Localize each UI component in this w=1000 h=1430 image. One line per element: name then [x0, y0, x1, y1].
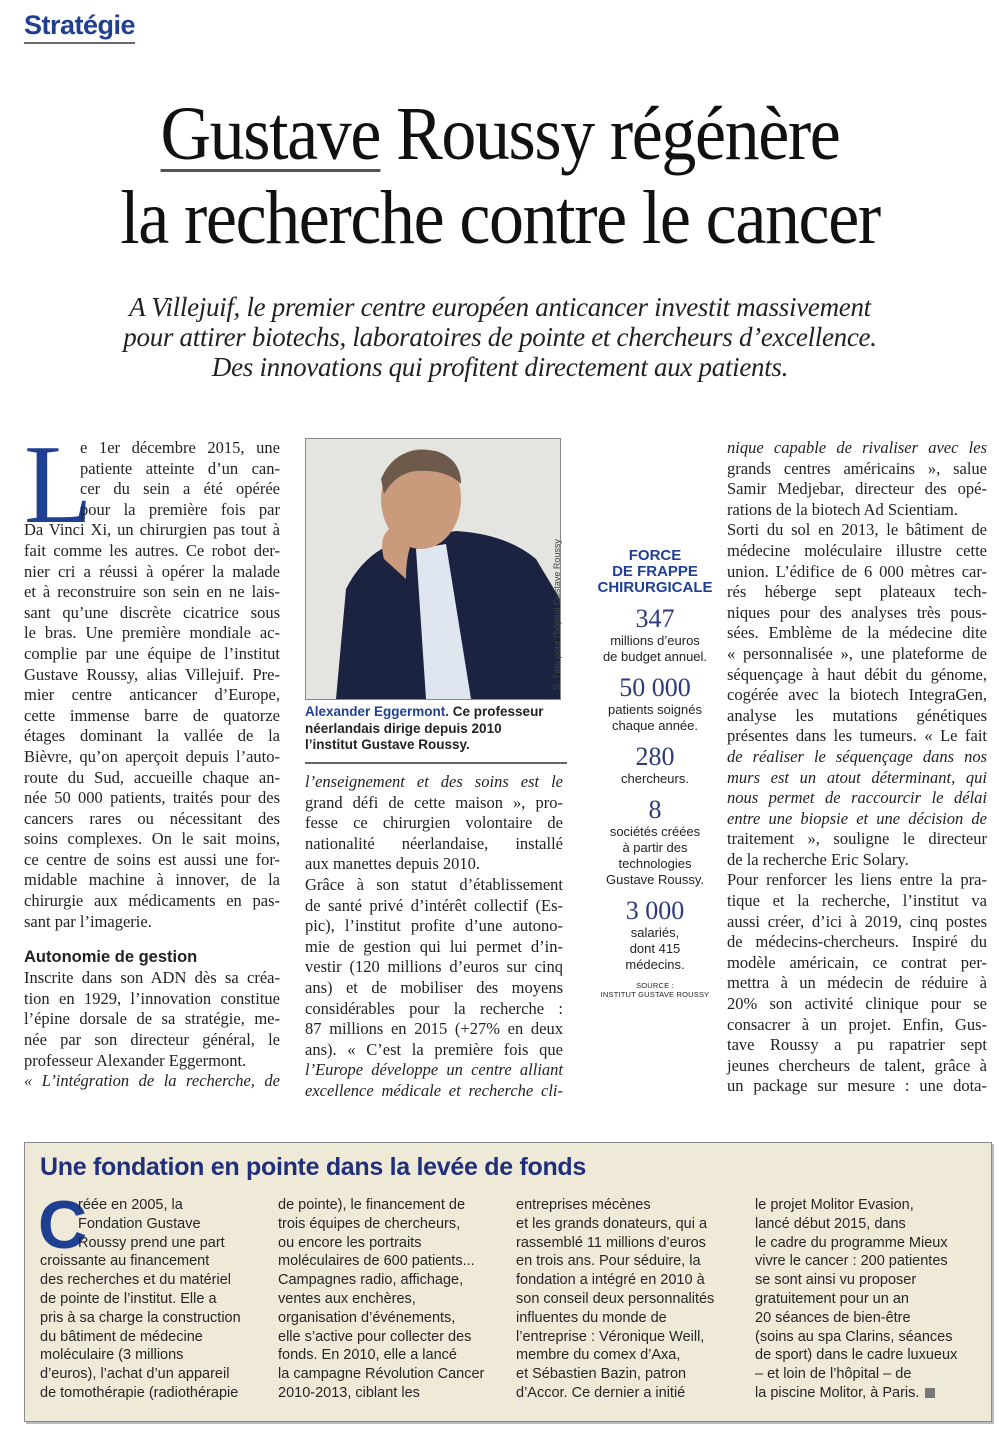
- key-figure: [585, 796, 725, 888]
- text-line: fondation a intégré en 2010 à: [516, 1272, 705, 1289]
- text-line: « L’intégration de la recherche, de: [24, 1071, 280, 1091]
- key-figure-text: à partir des: [622, 840, 688, 855]
- text-line: le bras. Une première mondiale ac-: [24, 623, 280, 643]
- text-line: cer du sein a été opérée: [80, 479, 280, 499]
- text-line: le cadre du programme Mieux: [755, 1234, 948, 1251]
- text-line: ou encore les portraits: [278, 1234, 422, 1251]
- text-line: aux manettes depuis 2010.: [305, 854, 481, 874]
- text-line: modèle américain, ce contrat per-: [727, 952, 987, 972]
- text-line: et Sébastien Bazin, patron: [516, 1366, 687, 1383]
- key-figure-text: millions d’euros: [610, 633, 700, 648]
- text-line: grands centres américains », salue: [727, 458, 987, 478]
- text-line: traitement », souligne le directeur: [727, 829, 987, 849]
- key-figure-number: 3 000: [625, 896, 685, 925]
- text-line: aussi créer, d’ici à 2019, cinq postes: [727, 911, 987, 931]
- box-column-4: [755, 1196, 957, 1403]
- text-line: des recherches et du matériel: [40, 1272, 232, 1289]
- text-line: cette immense barre de quatorze: [24, 705, 280, 725]
- text-line: cogérée avec la biotech IntegraGen,: [727, 685, 987, 705]
- text-line: midable machine à innover, de la: [24, 870, 280, 890]
- text-line: Samir Medjebar, directeur des opé-: [727, 479, 987, 499]
- text-line: excellence médicale et recherche cli-: [305, 1080, 563, 1100]
- text-line: séquençage à haut débit du génome,: [727, 664, 987, 684]
- text-line: l’enseignement et des soins est le: [305, 772, 563, 791]
- sidebar-title-line: DE FRAPPE: [612, 563, 698, 580]
- sidebar-title-line: FORCE: [628, 547, 682, 564]
- text-line: de tomothérapie (radiothérapie: [40, 1384, 239, 1401]
- text-line: mettra à un médecin de réduire à: [727, 973, 987, 993]
- caption-name: Alexander Eggermont.: [305, 704, 450, 719]
- text-line: rés héberge sept plateaux tech-: [727, 582, 987, 602]
- portrait-illustration: [306, 439, 560, 699]
- text-line: née 50 000 patients, traités pour des: [24, 788, 280, 808]
- headline-line-1: [40, 92, 960, 176]
- text-line: réée en 2005, la: [78, 1197, 183, 1213]
- text-line: médecine moléculaire illustre cette: [727, 540, 987, 560]
- text-line: Roussy prend une part: [78, 1234, 225, 1251]
- text-line: membre du comex d’Axa,: [516, 1347, 681, 1364]
- text-line: en trois ans. Pour séduire, la: [516, 1253, 701, 1270]
- text-line: cancers rares ou nécessitant des: [24, 808, 280, 828]
- text-line: de pointe), le financement de: [278, 1197, 466, 1213]
- key-figure: [585, 897, 725, 973]
- text-line: jeunes chercheurs de talent, grâce à: [727, 1055, 987, 1075]
- text-line: tique et la recherche, l’institut va: [727, 891, 987, 911]
- text-line: niques pour des analyses très pous-: [727, 602, 987, 622]
- photo-caption: [305, 704, 575, 754]
- key-figure-text: chercheurs.: [621, 771, 689, 786]
- sidebar-title: [585, 548, 725, 596]
- headline: [40, 92, 960, 260]
- text-line: Da Vinci Xi, un chirurgien pas tout à: [24, 520, 280, 540]
- key-figure-number: 8: [648, 795, 662, 824]
- text-line: rassemblé 11 millions d’euros: [516, 1234, 706, 1251]
- text-line: ce centre de soins est aussi une for-: [24, 849, 280, 869]
- text-line: elle s’active pour collecter des: [278, 1328, 472, 1345]
- text-line: mier centre anticancer d’Europe,: [24, 685, 280, 705]
- key-figure-text: salariés,: [630, 925, 680, 940]
- text-line: lancé début 2015, dans: [755, 1215, 906, 1232]
- caption-text: néerlandais dirige depuis 2010: [305, 720, 502, 736]
- text-line: l’entreprise : Véronique Weill,: [516, 1328, 705, 1345]
- text-line: tion en 1929, l’innovation constitue: [24, 988, 280, 1008]
- text-line: influentes du monde de: [516, 1309, 667, 1326]
- body-column-3: [727, 438, 987, 1097]
- text-line: de santé privé d’intérêt collectif (Es-: [305, 895, 563, 915]
- text-line: de la recherche Eric Solary.: [727, 849, 909, 869]
- text-line: Pour renforcer les liens entre la pra-: [727, 870, 987, 890]
- text-line: complie par une équipe de l’institut: [24, 643, 280, 663]
- text-line: et les grands donateurs, qui a: [516, 1215, 708, 1232]
- box-column-2: [278, 1196, 484, 1403]
- text-line: soins complexes. On le sait moins,: [24, 829, 280, 849]
- end-of-article-mark: [925, 1388, 935, 1398]
- text-line: d’euros), l’achat d’un appareil: [40, 1366, 230, 1383]
- text-line: nier cri a réussi à opérer la malade: [24, 561, 280, 581]
- text-line: trois équipes de chercheurs,: [278, 1215, 461, 1232]
- key-figure-text: patients soignés: [608, 702, 702, 717]
- text-line: moléculaire (3 millions: [40, 1347, 184, 1364]
- text-line: patiente atteinte d’un can-: [80, 458, 280, 478]
- key-figure: [585, 605, 725, 665]
- text-line: analyse les mutations génétiques: [727, 705, 987, 725]
- caption-text: Ce professeur: [449, 704, 544, 719]
- standfirst-line: A Villejuif, le premier centre européen anticancer investit massivement: [129, 292, 871, 322]
- text-line: la piscine Molitor, à Paris.: [755, 1384, 920, 1401]
- text-line: Inscrite dans son ADN dès sa créa-: [24, 968, 280, 988]
- headline-line-1-rest: Roussy régénère: [396, 92, 840, 176]
- text-line: croissante au financement: [40, 1253, 210, 1270]
- body-column-2: [305, 772, 563, 1102]
- text-line: mie de gestion qui lui permet d’in-: [305, 936, 563, 956]
- text-line: grand défi de cette maison », pro-: [305, 792, 563, 812]
- text-line: – et loin de l’hôpital – de: [755, 1366, 912, 1383]
- headline-line-2: la recherche contre le cancer: [120, 176, 880, 260]
- text-line: Gustave Roussy, alias Villejuif. Pre-: [24, 664, 280, 684]
- text-line: fonds. En 2010, elle a lancé: [278, 1347, 457, 1364]
- text-line: moléculaires de 600 patients...: [278, 1253, 475, 1270]
- standfirst-line: Des innovations qui profitent directement aux patients.: [211, 352, 789, 382]
- key-figure-number: 50 000: [619, 673, 691, 702]
- key-figure-text: médecins.: [625, 957, 685, 972]
- text-line: 20 séances de bien-être: [755, 1309, 911, 1326]
- text-line: pris à sa charge la construction: [40, 1309, 241, 1326]
- text-line: Fondation Gustave: [78, 1215, 201, 1232]
- text-line: de médecins-chercheurs. Inspiré du: [727, 932, 987, 952]
- text-line: l’Europe développe un centre alliant: [305, 1060, 563, 1080]
- text-line: pic), l’institut profite d’une autono-: [305, 916, 563, 936]
- text-line: et à reconstruire son sein en ne lais-: [24, 582, 280, 602]
- box-column-1: [38, 1187, 241, 1403]
- text-line: (soins au spa Clarins, séances: [755, 1328, 953, 1345]
- text-line: sant par l’imagerie.: [24, 911, 152, 931]
- text-line: de pointe de l’institut. Elle a: [40, 1290, 217, 1307]
- key-figure-text: technologies: [618, 856, 692, 871]
- text-line: chirurgie aux médicaments en pas-: [24, 891, 280, 911]
- photo-credit: S. Tétu pour l’hôpital Gustave Roussy: [552, 539, 562, 690]
- text-line: entreprises mécènes: [516, 1197, 651, 1213]
- text-line: Grâce à son statut d’établissement: [305, 874, 563, 894]
- text-line: pour la première fois par: [80, 499, 280, 519]
- text-line: l’épine dorsale de sa stratégie, me-: [24, 1009, 280, 1029]
- text-line: d’Accor. Ce dernier a initié: [516, 1384, 686, 1401]
- key-figure-text: dont 415: [629, 941, 681, 956]
- text-line: vivre le cancer : 200 patientes: [755, 1253, 948, 1270]
- text-line: organisation d’événements,: [278, 1309, 456, 1326]
- key-figure: [585, 674, 725, 734]
- standfirst-line: pour attirer biotechs, laboratoires de pointe et chercheurs d’excellence.: [123, 322, 877, 352]
- text-line: sant qu’une discrète cicatrice sous: [24, 602, 280, 622]
- key-figure-number: 347: [635, 604, 675, 633]
- caption-text: l’institut Gustave Roussy.: [305, 737, 470, 752]
- text-line: Sorti du sol en 2013, le bâtiment de: [727, 520, 987, 540]
- text-line: ventes aux enchères,: [278, 1290, 416, 1307]
- text-line: consacrer à un projet. Enfin, Gus-: [727, 1014, 987, 1034]
- text-line: ans). « C’est la première fois que: [305, 1039, 563, 1059]
- key-figures-sidebar: [585, 548, 725, 999]
- text-line: tave Roussy a pu rapatrier sept: [727, 1035, 987, 1055]
- text-line: vestir (120 millions d’euros sur cinq: [305, 957, 563, 977]
- text-line: née par son directeur général, le: [24, 1030, 280, 1050]
- text-line: professeur Alexander Eggermont.: [24, 1050, 247, 1070]
- text-line: fesse ce chirurgien volontaire de: [305, 813, 563, 833]
- box-drop-cap: C: [38, 1187, 88, 1263]
- sidebar-title-line: CHIRURGICALE: [597, 579, 713, 596]
- text-line: entre une biopsie et une décision de: [727, 808, 987, 828]
- text-line: Campagnes radio, affichage,: [278, 1272, 464, 1289]
- text-line: sées. Emblème de la médecine dite: [727, 623, 987, 643]
- text-line: son conseil deux personnalités: [516, 1290, 715, 1307]
- text-line: un package sur mesure : une dota-: [727, 1076, 987, 1096]
- standfirst: [0, 292, 1000, 382]
- text-line: « personnalisée », une plateforme de: [727, 643, 987, 663]
- subheading: Autonomie de gestion: [24, 948, 198, 967]
- text-line: de réaliser le séquençage dans nos: [727, 746, 987, 766]
- drop-cap: L: [24, 423, 93, 547]
- text-line: nique capable de rivaliser avec les: [727, 438, 987, 457]
- text-line: murs est un atout déterminant, qui: [727, 767, 987, 787]
- text-line: étages dominant la vallée de la: [24, 726, 280, 746]
- key-figure-text: de budget annuel.: [602, 649, 708, 664]
- key-figure: [585, 743, 725, 787]
- section-rubric: Stratégie: [24, 8, 135, 44]
- text-line: la campagne Révolution Cancer: [278, 1366, 485, 1383]
- key-figure-text: sociétés créées: [609, 824, 701, 839]
- text-line: nationalité néerlandaise, installé: [305, 833, 563, 853]
- caption-divider: [305, 762, 567, 764]
- text-line: 87 millions en 2015 (+27% en deux: [305, 1019, 563, 1039]
- key-figure-number: 280: [635, 742, 675, 771]
- headline-underlined-word: Gustave: [160, 92, 381, 176]
- text-line: rations de la biotech Ad Scientiam.: [727, 499, 958, 519]
- source-name: INSTITUT GUSTAVE ROUSSY: [600, 990, 710, 999]
- box-title: Une fondation en pointe dans la levée de fonds: [40, 1153, 586, 1181]
- key-figure-text: chaque année.: [611, 718, 699, 733]
- text-line: 20% son activité clinique pour se: [727, 994, 987, 1014]
- text-line: du bâtiment de médecine: [40, 1328, 203, 1345]
- text-line: fait comme les autres. Ce robot der-: [24, 540, 280, 560]
- text-line: route du Sud, accueille chaque an-: [24, 767, 280, 787]
- text-line: 2010-2013, ciblant les: [278, 1384, 420, 1401]
- key-figure-text: Gustave Roussy.: [605, 872, 705, 887]
- text-line: de sport) dans le cadre luxueux: [755, 1347, 958, 1364]
- text-line: le projet Molitor Evasion,: [755, 1197, 914, 1213]
- text-line: présentes dans les tumeurs. « Le fait: [727, 726, 987, 746]
- text-line: nous permet de raccourcir le délai: [727, 788, 987, 808]
- text-line: Bièvre, qu’on aperçoit depuis l’auto-: [24, 746, 280, 766]
- text-line: se sont ainsi vu proposer: [755, 1272, 917, 1289]
- text-line: considérables pour la recherche :: [305, 998, 563, 1018]
- sidebar-source: [585, 981, 725, 999]
- source-label: SOURCE :: [636, 981, 674, 990]
- text-line: union. L’édifice de 6 000 mètres car-: [727, 561, 987, 581]
- box-column-3: [516, 1196, 714, 1403]
- body-column-1: [24, 423, 280, 1092]
- portrait-photo: [305, 438, 561, 700]
- text-line: gratuitement pour un an: [755, 1290, 909, 1307]
- text-line: ans) et de mobiliser des moyens: [305, 977, 563, 997]
- text-line: e 1er décembre 2015, une: [80, 438, 280, 457]
